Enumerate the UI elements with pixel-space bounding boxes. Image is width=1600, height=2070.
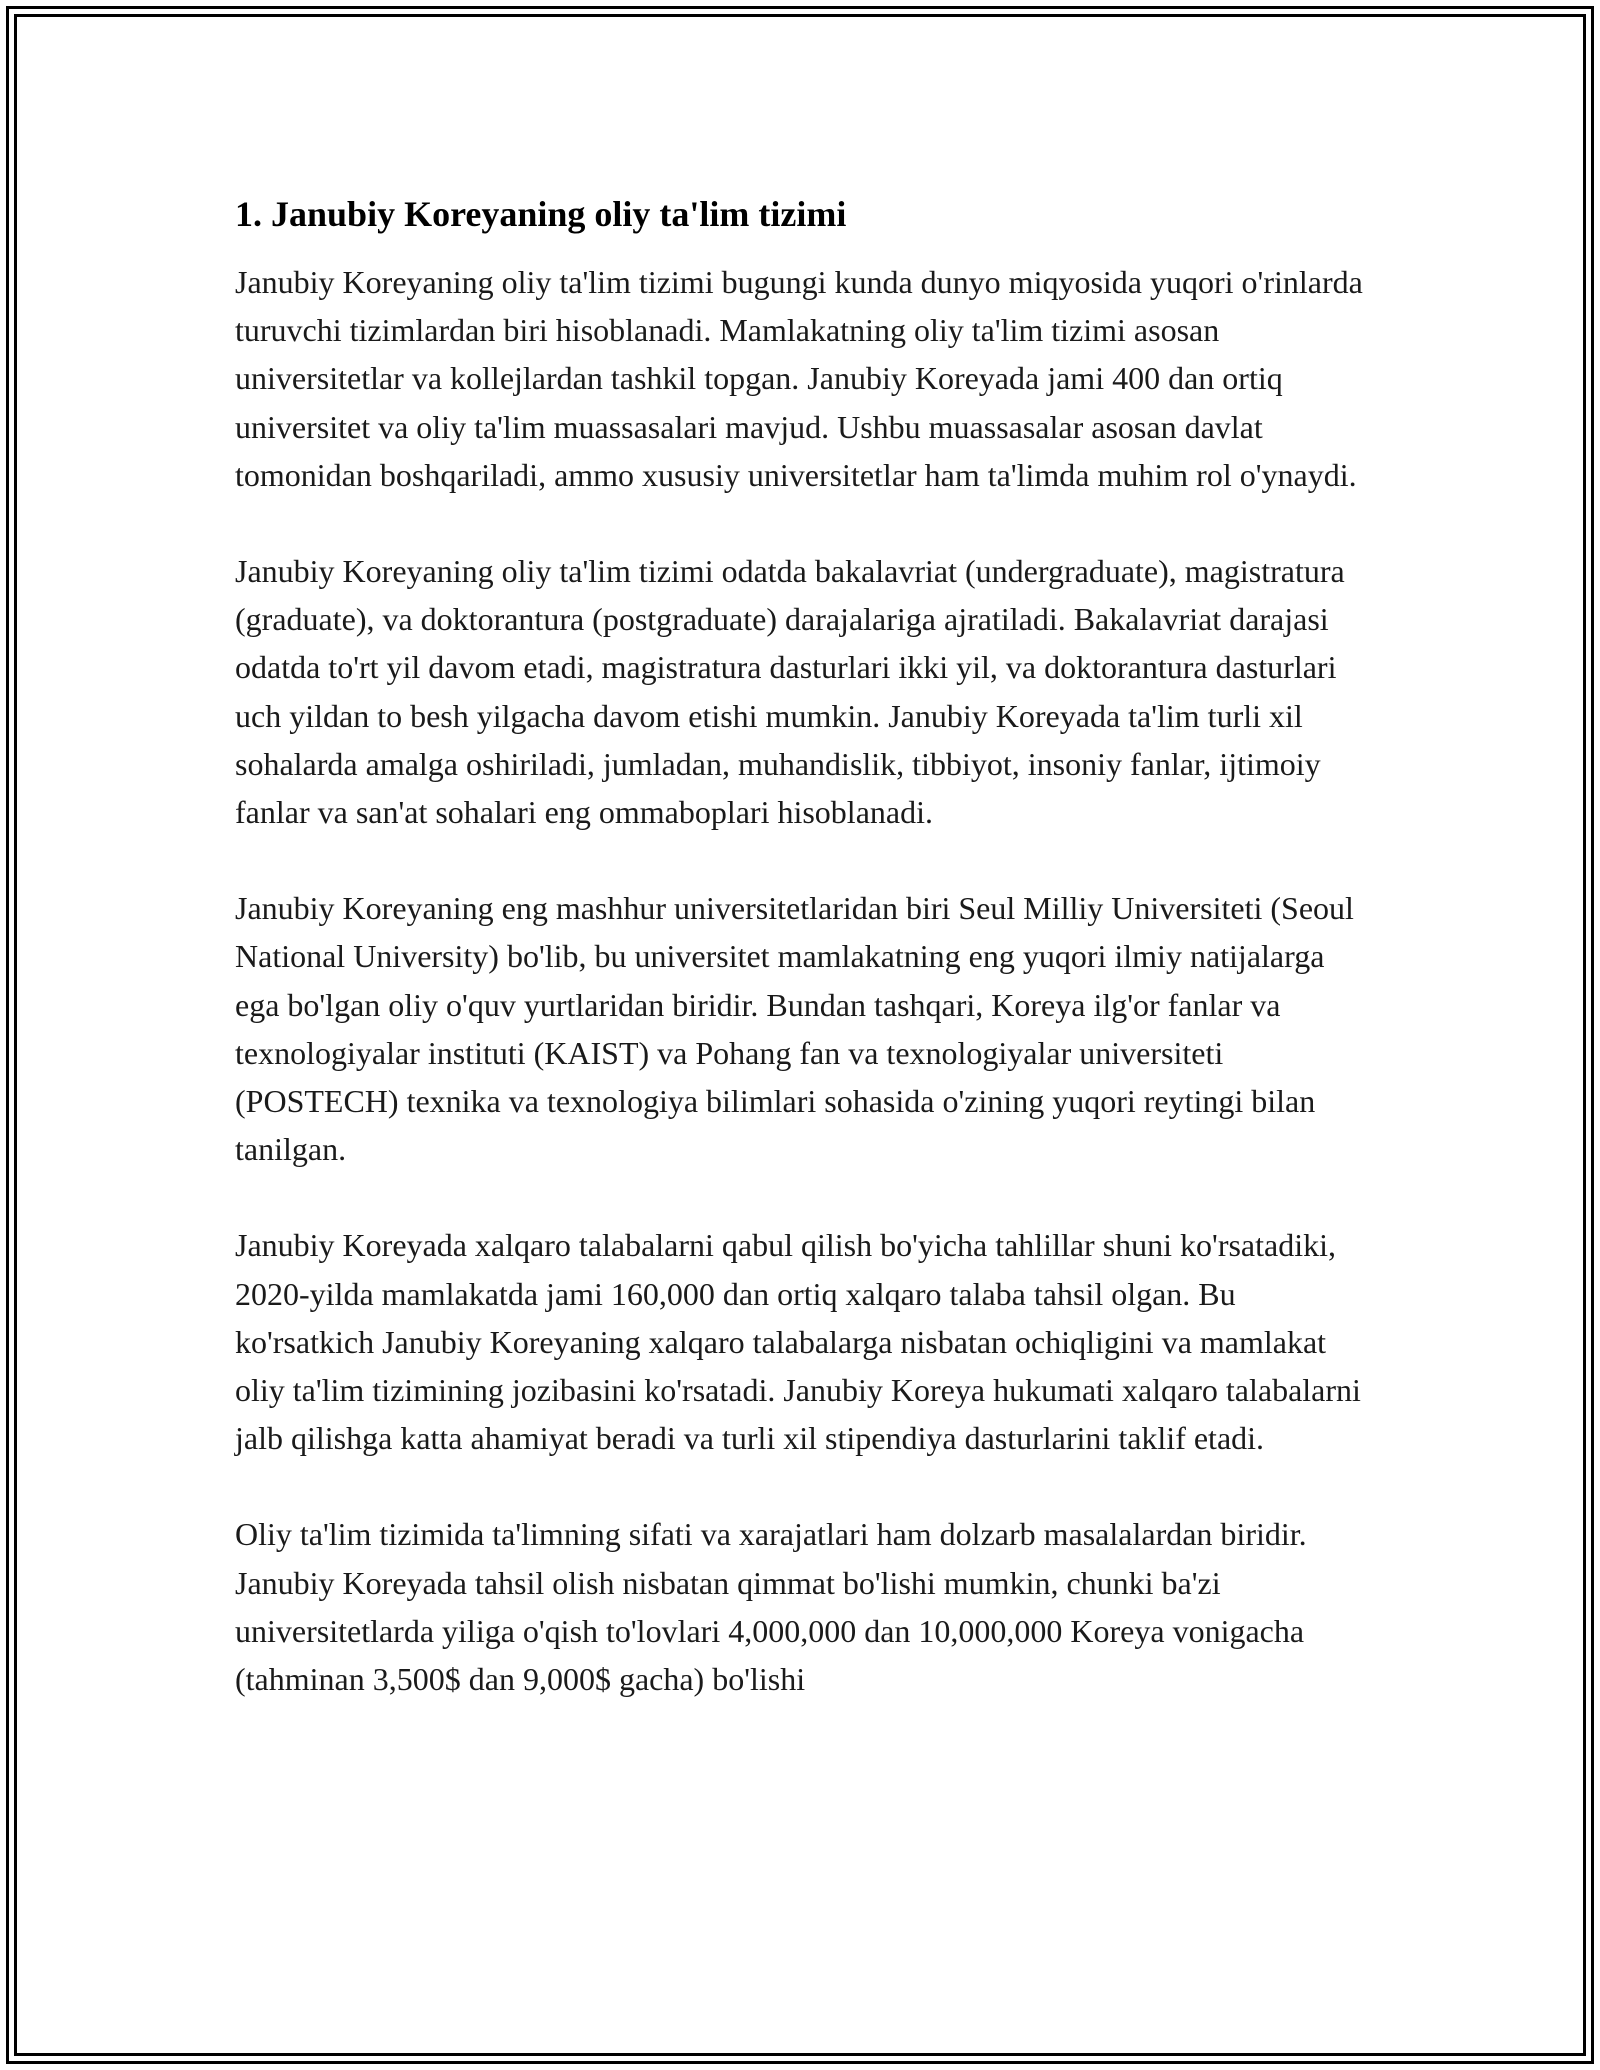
paragraph-3: Janubiy Koreyaning eng mashhur universitetlaridan biri Seul Milliy Universiteti (Seoul National University) bo'lib, bu universitet mamlakatning eng yuqori ilmiy natijalarga ega bo'lgan oliy o'quv yurtlaridan biridir. Bundan tashqari, Koreya ilg'or fanlar va texnologiyalar instituti (KAIST) va Pohang fan va texnologiyalar universiteti (POSTECH) texnika va texnologiya bilimlari sohasida o'zining yuqori reytingi bilan tanilgan.: [235, 890, 1354, 1168]
section-heading: 1. Janubiy Koreyaning oliy ta'lim tizimi: [235, 194, 847, 234]
paragraph-2: Janubiy Koreyaning oliy ta'lim tizimi odatda bakalavriat (undergraduate), magistratura (graduate), va doktorantura (postgraduate) darajalariga ajratiladi. Bakalavriat darajasi odatda to'rt yil davom etadi, magistratura dasturlari ikki yil, va doktorantura dasturlari uch yildan to besh yilgacha davom etishi mumkin. Janubiy Koreyada ta'lim turli xil sohalarda amalga oshiriladi, jumladan, muhandislik, tibbiyot, insoniy fanlar, ijtimoiy fanlar va san'at sohalari eng ommaboplari hisoblanadi.: [235, 553, 1345, 831]
paragraph-4: Janubiy Koreyada xalqaro talabalarni qabul qilish bo'yicha tahlillar shuni ko'rsatadiki, 2020-yilda mamlakatda jami 160,000 dan ortiq xalqaro talaba tahsil olgan. Bu ko'rsatkich Janubiy Koreyaning xalqaro talabalarga nisbatan ochiqligini va mamlakat oliy ta'lim tizimining jozibasini ko'rsatadi. Janubiy Koreya hukumati xalqaro talabalarni jalb qilishga katta ahamiyat beradi va turli xil stipendiya dasturlarini taklif etadi.: [235, 1227, 1361, 1457]
document-body: [235, 188, 1370, 1703]
paragraph-5: Oliy ta'lim tizimida ta'limning sifati va xarajatlari ham dolzarb masalalardan biridir. Janubiy Koreyada tahsil olish nisbatan qimmat bo'lishi mumkin, chunki ba'zi universitetlarda yiliga o'qish to'lovlari 4,000,000 dan 10,000,000 Koreya vonigacha (tahminan 3,500$ dan 9,000$ gacha) bo'lishi: [235, 1516, 1307, 1698]
paragraph-1: Janubiy Koreyaning oliy ta'lim tizimi bugungi kunda dunyo miqyosida yuqori o'rinlarda turuvchi tizimlardan biri hisoblanadi. Mamlakatning oliy ta'lim tizimi asosan universitetlar va kollejlardan tashkil topgan. Janubiy Koreyada jami 400 dan ortiq universitet va oliy ta'lim muassasalari mavjud. Ushbu muassasalar asosan davlat tomonidan boshqariladi, ammo xususiy universitetlar ham ta'limda muhim rol o'ynaydi.: [235, 264, 1363, 493]
